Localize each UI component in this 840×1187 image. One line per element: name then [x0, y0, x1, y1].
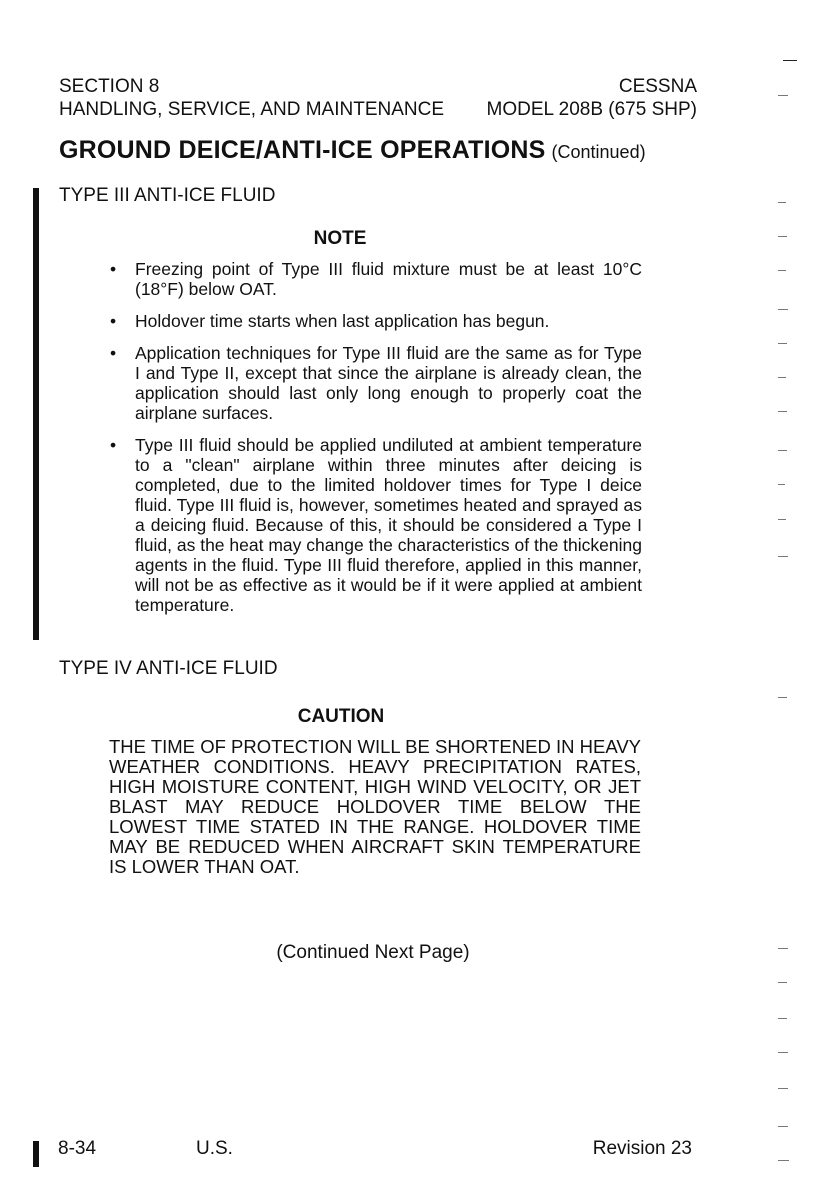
- manufacturer-name: CESSNA: [618, 76, 697, 97]
- section-number: SECTION 8: [59, 76, 160, 97]
- note-bullet-list: [110, 259, 642, 627]
- scan-mark: [778, 411, 787, 412]
- scan-mark: [778, 556, 788, 557]
- revision-label: Revision 23: [592, 1138, 692, 1159]
- scan-mark: [778, 270, 786, 271]
- bullet-icon: •: [110, 435, 117, 455]
- bullet-icon: •: [110, 343, 117, 363]
- bullet-text: Holdover time starts when last application has begun.: [135, 311, 550, 331]
- scan-mark: [778, 519, 786, 520]
- list-item: [110, 259, 642, 299]
- scan-mark: [778, 202, 786, 203]
- footer-revision-bar: [33, 1141, 39, 1167]
- page-title: [59, 136, 646, 165]
- revision-bar: [33, 188, 39, 640]
- region-label: U.S.: [196, 1138, 233, 1159]
- caution-text: THE TIME OF PROTECTION WILL BE SHORTENED IN HEAVY WEATHER CONDITIONS. HEAVY PRECIPITATION RATES, HIGH MOISTURE CONTENT, HIGH WIND VELOCITY, OR JET BLAST MAY REDUCE HOLDOVER TIME BELOW THE LOWEST TIME STATED IN THE RANGE. HOLDOVER TIME MAY BE REDUCED WHEN AIRCRAFT SKIN TEMPERATURE IS LOWER THAN OAT.: [109, 736, 641, 877]
- scan-mark: [778, 1126, 788, 1127]
- section-title: HANDLING, SERVICE, AND MAINTENANCE: [59, 99, 445, 120]
- type4-heading: TYPE IV ANTI-ICE FLUID: [59, 658, 278, 679]
- scan-mark: [778, 1052, 788, 1053]
- scan-mark: [783, 60, 797, 61]
- scan-mark: [778, 484, 785, 485]
- bullet-text: Freezing point of Type III fluid mixture must be at least 10°C (18°F) below OAT.: [135, 259, 642, 299]
- list-item: [110, 311, 642, 331]
- list-item: [110, 435, 642, 615]
- scan-mark: [778, 1088, 788, 1089]
- bullet-icon: •: [110, 311, 117, 331]
- scan-mark: [778, 1160, 789, 1161]
- scan-mark: [778, 309, 788, 310]
- continued-next-page: (Continued Next Page): [276, 942, 470, 963]
- scan-mark: [778, 948, 788, 949]
- aircraft-model: MODEL 208B (675 SHP): [486, 99, 697, 120]
- bullet-text: Application techniques for Type III fluid are the same as for Type I and Type II, except that since the airplane is already clean, the application should last only long enough to properly coat the airplane surfaces.: [135, 343, 642, 423]
- list-item: [110, 343, 642, 423]
- scan-mark: [778, 95, 788, 96]
- bullet-icon: •: [110, 259, 117, 279]
- page-title-main: GROUND DEICE/ANTI-ICE OPERATIONS: [59, 136, 546, 164]
- type3-heading: TYPE III ANTI-ICE FLUID: [59, 185, 276, 206]
- scan-mark: [778, 236, 787, 237]
- scan-mark: [778, 377, 786, 378]
- scan-mark: [778, 450, 787, 451]
- scan-mark: [778, 343, 787, 344]
- scan-mark: [778, 982, 787, 983]
- page-number: 8-34: [58, 1138, 97, 1159]
- page-title-continued: (Continued): [551, 142, 646, 162]
- caution-label: CAUTION: [297, 706, 385, 727]
- bullet-text: Type III fluid should be applied undiluted at ambient temperature to a "clean" airplane within three minutes after deicing is completed, due to the limited holdover times for Type I deice fluid. Type III fluid is, however, sometimes heated and sprayed as a deicing fluid. Because of this, it should be considered a Type I fluid, as the heat may change the characteristics of the thickening agents in the fluid. Type III fluid therefore, applied in this manner, will not be as effective as it would be if it were applied at ambient temperature.: [135, 435, 642, 615]
- scan-mark: [778, 1018, 787, 1019]
- scan-mark: [778, 697, 787, 698]
- note-label: NOTE: [313, 228, 367, 249]
